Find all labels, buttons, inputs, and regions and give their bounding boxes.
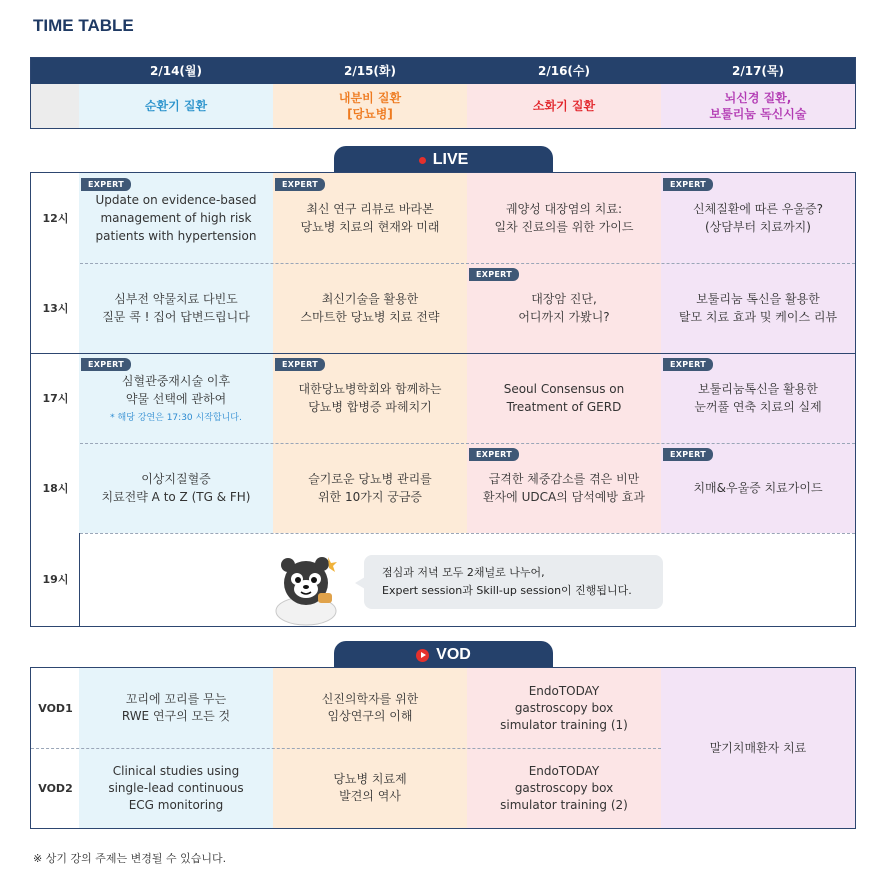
footnote: ※ 상기 강의 주제는 변경될 수 있습니다. <box>33 852 227 865</box>
vod-session-cell: 꼬리에 꼬리를 무는 RWE 연구의 모든 것 <box>79 668 273 748</box>
disease-gastro: 소화기 질환 <box>467 84 661 128</box>
vod-session-cell: Clinical studies using single-lead continuous ECG monitoring <box>79 748 273 828</box>
date-day1: 2/14(월) <box>150 64 202 78</box>
time-label: 19시 <box>42 573 69 586</box>
time-label: 18시 <box>42 482 69 495</box>
timetable-header <box>30 57 856 129</box>
vod-session-cell: EndoTODAY gastroscopy box simulator training (1) <box>467 668 661 748</box>
vod-session-cell: 당뇨병 치료제 발견의 역사 <box>273 748 467 828</box>
session-cell <box>273 263 467 353</box>
mascot-icon <box>266 553 346 627</box>
vod-table <box>30 667 856 829</box>
session-cell <box>273 353 467 443</box>
session-title: 대장암 진단, 어디까지 가봤니? <box>518 292 610 324</box>
disease-endocrine: 내분비 질환 [당뇨병] <box>273 84 467 128</box>
session-cell <box>467 443 661 533</box>
session-title: 최신기술을 활용한 스마트한 당뇨병 치료 전략 <box>300 292 440 324</box>
page-title: TIME TABLE <box>33 16 134 35</box>
expert-badge: EXPERT <box>663 448 713 461</box>
date-row <box>31 58 855 84</box>
expert-badge: EXPERT <box>275 178 325 191</box>
session-title: 급격한 체중감소를 겪은 비만 환자에 UDCA의 담석예방 효과 <box>483 472 645 504</box>
session-title: 궤양성 대장염의 치료: 일차 진료의를 위한 가이드 <box>494 202 634 234</box>
disease-neuro: 뇌신경 질환, 보툴리눔 독신시술 <box>661 84 855 128</box>
live-tab <box>334 146 553 174</box>
session-cell <box>79 353 273 443</box>
notice-bubble: 점심과 저녁 모두 2채널로 나누어, Expert session과 Skill-up session이 진행됩니다. <box>364 555 663 609</box>
vod-merged-cell: 말기치매환자 치료 <box>661 668 855 828</box>
session-title: Update on evidence-based management of high risk patients with hypertension <box>95 193 257 243</box>
date-day3: 2/16(수) <box>538 64 590 78</box>
session-cell <box>79 263 273 353</box>
expert-badge: EXPERT <box>81 178 131 191</box>
session-title: 보툴리눔 톡신을 활용한 탈모 치료 효과 및 케이스 리뷰 <box>678 292 838 324</box>
session-title: Seoul Consensus on Treatment of GERD <box>503 382 625 414</box>
session-cell <box>273 443 467 533</box>
session-cell <box>79 173 273 263</box>
session-cell <box>661 173 855 263</box>
vod-tab <box>334 641 553 669</box>
session-title: 보툴리눔톡신을 활용한 눈꺼풀 연축 치료의 실제 <box>694 382 822 414</box>
session-title: 최신 연구 리뷰로 바라본 당뇨병 치료의 현재와 미래 <box>300 202 440 234</box>
expert-badge: EXPERT <box>469 448 519 461</box>
live-label: LIVE <box>432 151 469 168</box>
disease-cardio: 순환기 질환 <box>79 84 273 128</box>
session-cell <box>467 173 661 263</box>
vod-label: VOD <box>436 646 471 663</box>
date-day2: 2/15(화) <box>344 64 396 78</box>
time-label: 12시 <box>42 212 69 225</box>
expert-badge: EXPERT <box>663 358 713 371</box>
header-corner <box>31 84 79 128</box>
session-cell <box>273 173 467 263</box>
session-cell <box>661 353 855 443</box>
vod-session-cell: EndoTODAY gastroscopy box simulator training (2) <box>467 748 661 828</box>
session-title: 신체질환에 따른 우울증? (상담부터 치료까지) <box>693 202 823 234</box>
session-title: 심혈관중재시술 이후 약물 선택에 관하여 <box>121 374 231 406</box>
session-cell <box>467 353 661 443</box>
session-cell <box>661 443 855 533</box>
session-note: * 해당 강연은 17:30 시작합니다. <box>110 413 242 423</box>
vod-label: VOD1 <box>38 701 73 715</box>
session-cell <box>661 263 855 353</box>
session-title: 대한당뇨병학회와 함께하는 당뇨병 합병증 파헤치기 <box>298 382 442 414</box>
expert-badge: EXPERT <box>469 268 519 281</box>
vod-label: VOD2 <box>38 781 73 795</box>
time-label: 13시 <box>42 302 69 315</box>
expert-badge: EXPERT <box>81 358 131 371</box>
session-title: 심부전 약물치료 다빈도 질문 콕 ! 집어 답변드립니다 <box>102 292 250 324</box>
expert-badge: EXPERT <box>663 178 713 191</box>
session-title: 슬기로운 당뇨병 관리를 위한 10가지 궁금증 <box>308 472 432 504</box>
play-icon <box>416 649 429 662</box>
expert-badge: EXPERT <box>275 358 325 371</box>
session-title: 이상지질혈증 치료전략 A to Z (TG & FH) <box>101 472 251 504</box>
time-label: 17시 <box>42 392 69 405</box>
session-cell <box>79 443 273 533</box>
live-dot-icon <box>419 157 426 164</box>
date-day4: 2/17(목) <box>732 64 784 78</box>
session-title: 치매&우울증 치료가이드 <box>693 481 823 495</box>
vod-session-cell: 신진의학자를 위한 임상연구의 이해 <box>273 668 467 748</box>
session-cell <box>467 263 661 353</box>
